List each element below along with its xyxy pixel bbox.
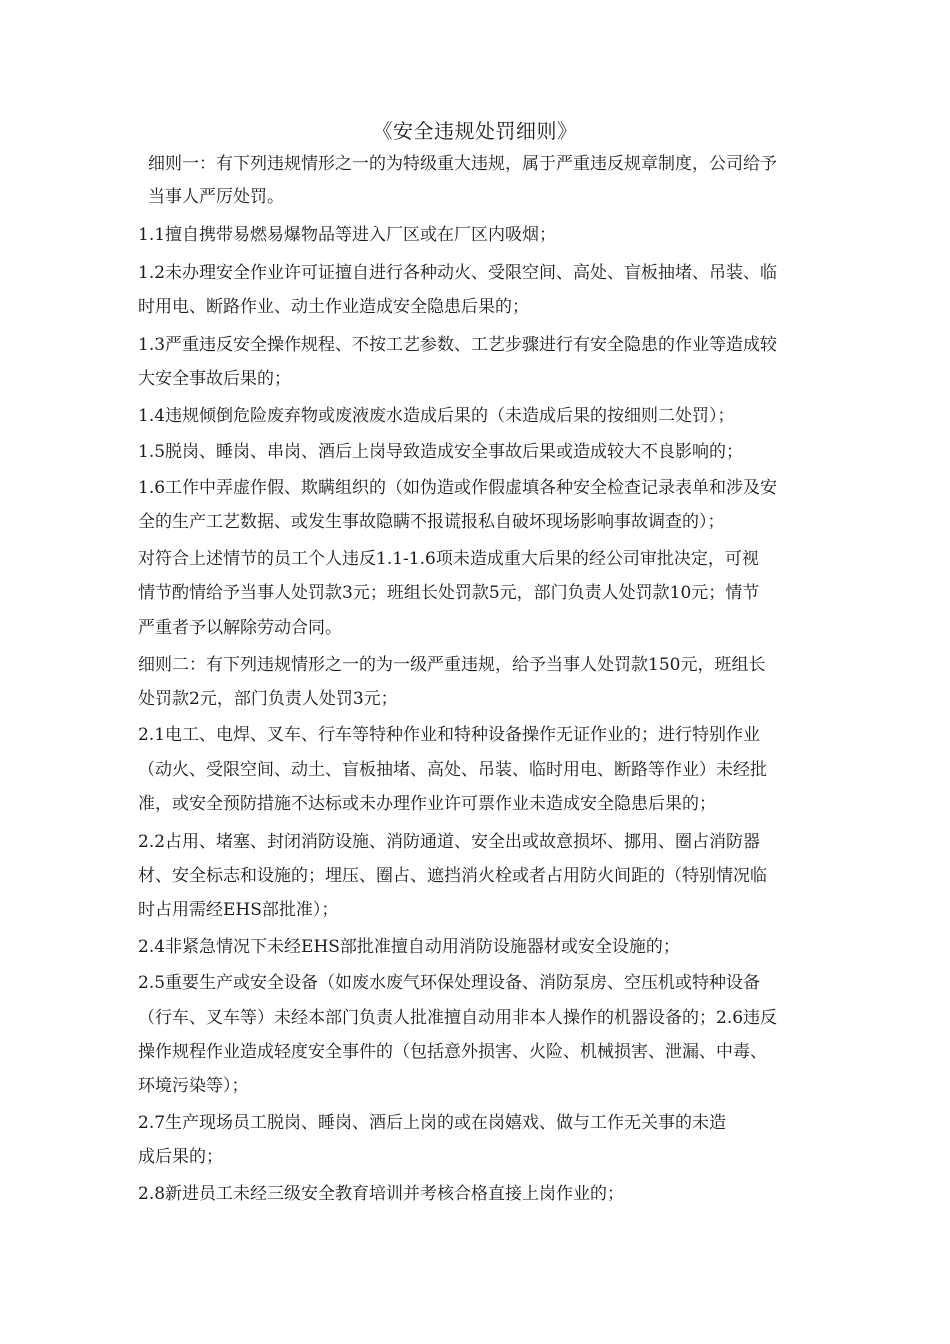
text-line: 细则二：有下列违规情形之一的为一级严重违规，给予当事人处罚款150元，班组长 bbox=[138, 655, 766, 675]
text-line: 2.4非紧急情况下未经EHS部批准擅自动用消防设施器材或安全设施的； bbox=[138, 937, 680, 957]
text-line: 处罚款2元，部门负责人处罚3元； bbox=[138, 689, 398, 709]
text-line: 时占用需经EHS部批准）； bbox=[138, 900, 339, 920]
text-line: 2.2占用、堵塞、封闭消防设施、消防通道、安全出或故意损坏、挪用、圈占消防器 bbox=[138, 832, 761, 852]
text-line: 全的生产工艺数据、或发生事故隐瞒不报谎报私自破坏现场影响事故调查的）； bbox=[138, 512, 725, 532]
text-line: 1.1擅自携带易燃易爆物品等进入厂区或在厂区内吸烟； bbox=[138, 225, 557, 245]
text-line: 对符合上述情节的员工个人违反1.1-1.6项未造成重大后果的经公司审批决定，可视 bbox=[138, 549, 759, 569]
text-line: 大安全事故后果的； bbox=[138, 369, 291, 389]
text-line: 1.2未办理安全作业许可证擅自进行各种动火、受限空间、高处、盲板抽堵、吊装、临 bbox=[138, 263, 778, 283]
text-line: 2.5重要生产或安全设备（如废水废气环保处理设备、消防泵房、空压机或特种设备 bbox=[138, 973, 761, 993]
text-line: （行车、叉车等）未经本部门负责人批准擅自动用非本人操作的机器设备的；2.6违反 bbox=[138, 1008, 778, 1028]
text-line: 材、安全标志和设施的；埋压、圈占、遮挡消火栓或者占用防火间距的（特别情况临 bbox=[138, 866, 767, 886]
text-line: 1.5脱岗、睡岗、串岗、酒后上岗导致造成安全事故后果或造成较大不良影响的； bbox=[138, 442, 744, 462]
text-line: 1.6工作中弄虚作假、欺瞒组织的（如伪造或作假虚填各种安全检查记录表单和涉及安 bbox=[138, 478, 778, 498]
text-line: 准，或安全预防措施不达标或未办理作业许可票作业未造成安全隐患后果的； bbox=[138, 794, 716, 814]
text-line: 当事人严厉处罚。 bbox=[148, 187, 284, 207]
text-line: 环境污染等）； bbox=[138, 1076, 249, 1096]
text-line: 严重者予以解除劳动合同。 bbox=[138, 618, 342, 638]
text-line: 情节酌情给予当事人处罚款3元；班组长处罚款5元，部门负责人处罚款10元；情节 bbox=[138, 583, 760, 603]
text-line: 操作规程作业造成轻度安全事件的（包括意外损害、火险、机械损害、泄漏、中毒、 bbox=[138, 1042, 767, 1062]
text-line: 1.3严重违反安全操作规程、不按工艺参数、工艺步骤进行有安全隐患的作业等造成较 bbox=[138, 335, 778, 355]
text-line: 时用电、断路作业、动土作业造成安全隐患后果的； bbox=[138, 297, 529, 317]
text-line: 细则一：有下列违规情形之一的为特级重大违规，属于严重违反规章制度，公司给予 bbox=[148, 154, 777, 174]
text-line: 2.8新进员工未经三级安全教育培训并考核合格直接上岗作业的； bbox=[138, 1184, 625, 1204]
document-title: 《安全违规处罚细则》 bbox=[372, 119, 578, 143]
text-line: 2.1电工、电焊、叉车、行车等特种作业和特种设备操作无证作业的；进行特别作业 bbox=[138, 725, 761, 745]
text-line: 2.7生产现场员工脱岗、睡岗、酒后上岗的或在岗嬉戏、做与工作无关事的未造 bbox=[138, 1113, 727, 1133]
text-line: 1.4违规倾倒危险废弃物或废液废水造成后果的（未造成后果的按细则二处罚）； bbox=[138, 406, 735, 426]
text-line: （动火、受限空间、动土、盲板抽堵、高处、吊装、临时用电、断路等作业）未经批 bbox=[138, 760, 767, 780]
text-line: 成后果的； bbox=[138, 1147, 223, 1167]
